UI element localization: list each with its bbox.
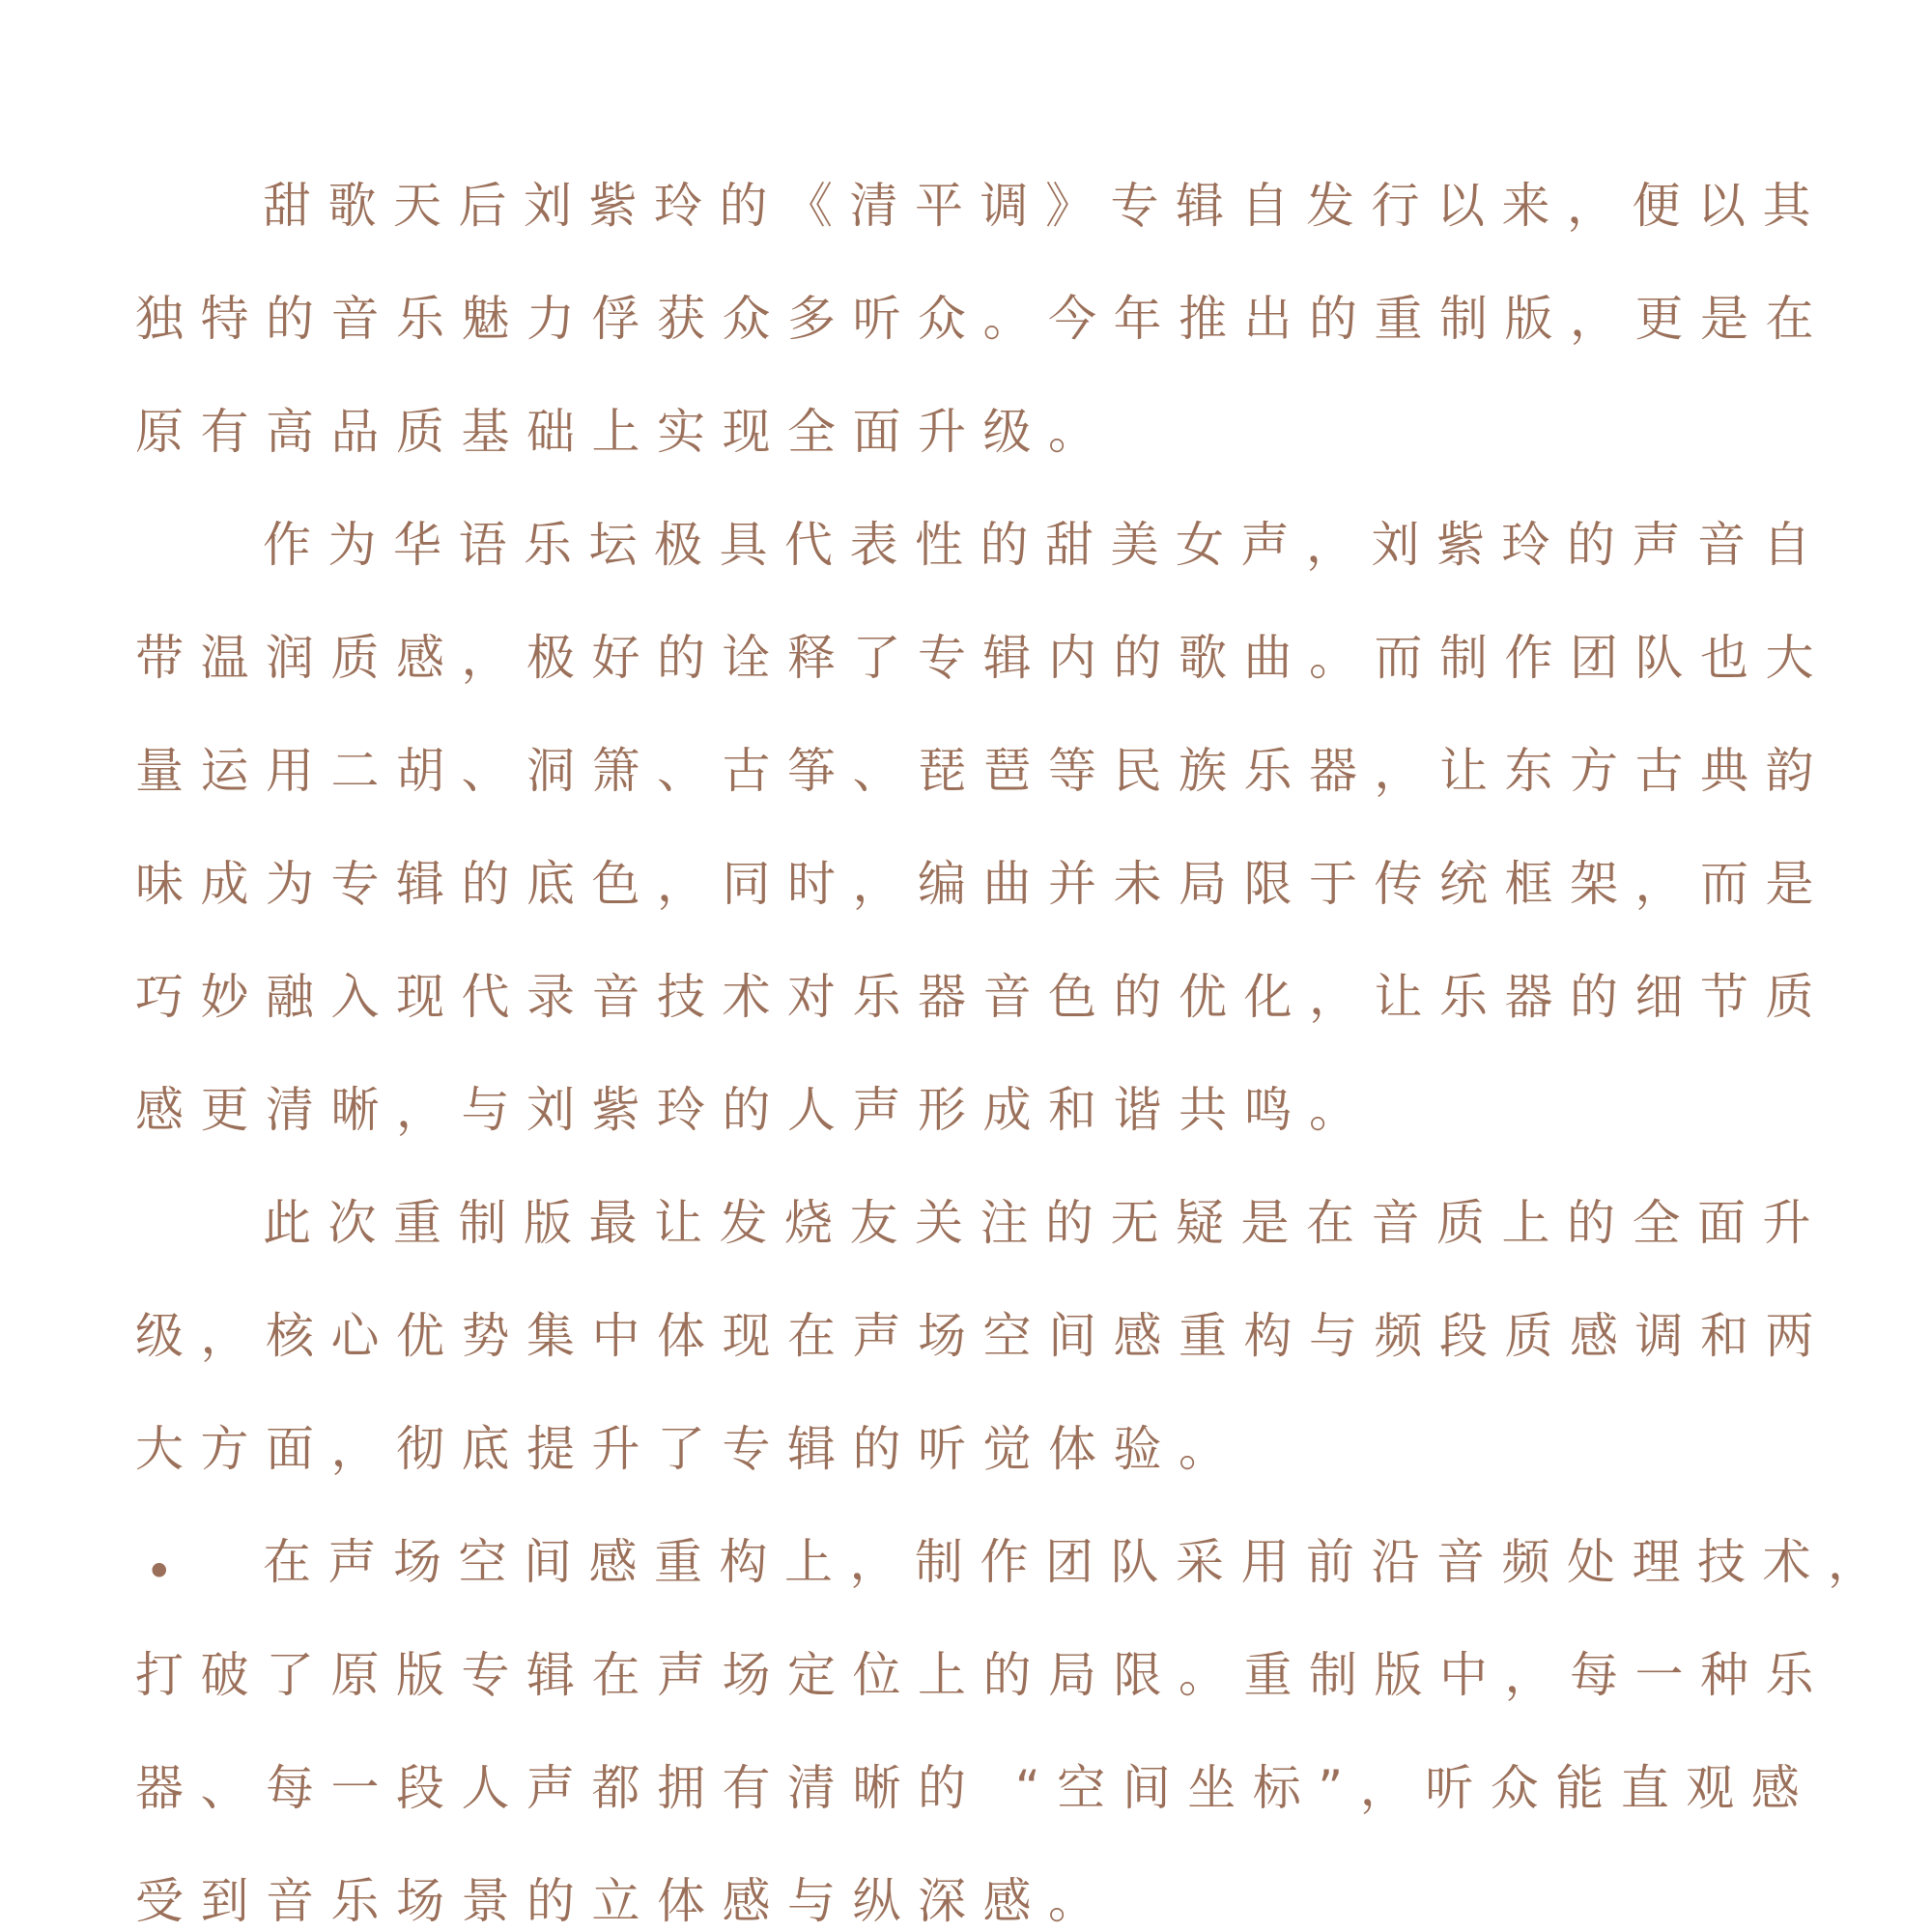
article-body (135, 0, 1893, 1932)
paragraph-3-line-3: 大方面，彻底提升了专辑的听觉体验。 (135, 1421, 1244, 1477)
paragraph-2-line-5: 巧妙融入现代录音技术对乐器音色的优化，让乐器的细节质 (135, 969, 1831, 1025)
bullet-paragraph-line-4: 受到音乐场景的立体感与纵深感。 (135, 1873, 1114, 1929)
paragraph-2-line-2: 带温润质感，极好的诠释了专辑内的歌曲。而制作团队也大 (135, 630, 1831, 686)
paragraph-2-line-1: 作为华语乐坛极具代表性的甜美女声，刘紫玲的声音自 (263, 517, 1828, 573)
paragraph-3-line-2: 级，核心优势集中体现在声场空间感重构与频段质感调和两 (135, 1308, 1831, 1364)
bullet-paragraph-line-2: 打破了原版专辑在声场定位上的局限。重制版中，每一种乐 (135, 1647, 1831, 1703)
paragraph-1-line-1: 甜歌天后刘紫玲的《清平调》专辑自发行以来，便以其 (263, 178, 1828, 234)
bullet-marker: • (145, 1544, 174, 1600)
bullet-paragraph-line-3: 器、每一段人声都拥有清晰的 “空间坐标”，听众能直观感 (135, 1760, 1817, 1816)
paragraph-1-line-3: 原有高品质基础上实现全面升级。 (135, 404, 1114, 460)
paragraph-1-line-2: 独特的音乐魅力俘获众多听众。今年推出的重制版，更是在 (135, 291, 1831, 347)
bullet-paragraph-line-1: 在声场空间感重构上，制作团队采用前沿音频处理技术， (263, 1534, 1893, 1590)
paragraph-2-line-6: 感更清晰，与刘紫玲的人声形成和谐共鸣。 (135, 1082, 1375, 1138)
paragraph-3-line-1: 此次重制版最让发烧友关注的无疑是在音质上的全面升 (263, 1195, 1828, 1251)
paragraph-2-line-3: 量运用二胡、洞箫、古筝、琵琶等民族乐器，让东方古典韵 (135, 743, 1831, 799)
paragraph-2-line-4: 味成为专辑的底色，同时，编曲并未局限于传统框架，而是 (135, 856, 1831, 912)
